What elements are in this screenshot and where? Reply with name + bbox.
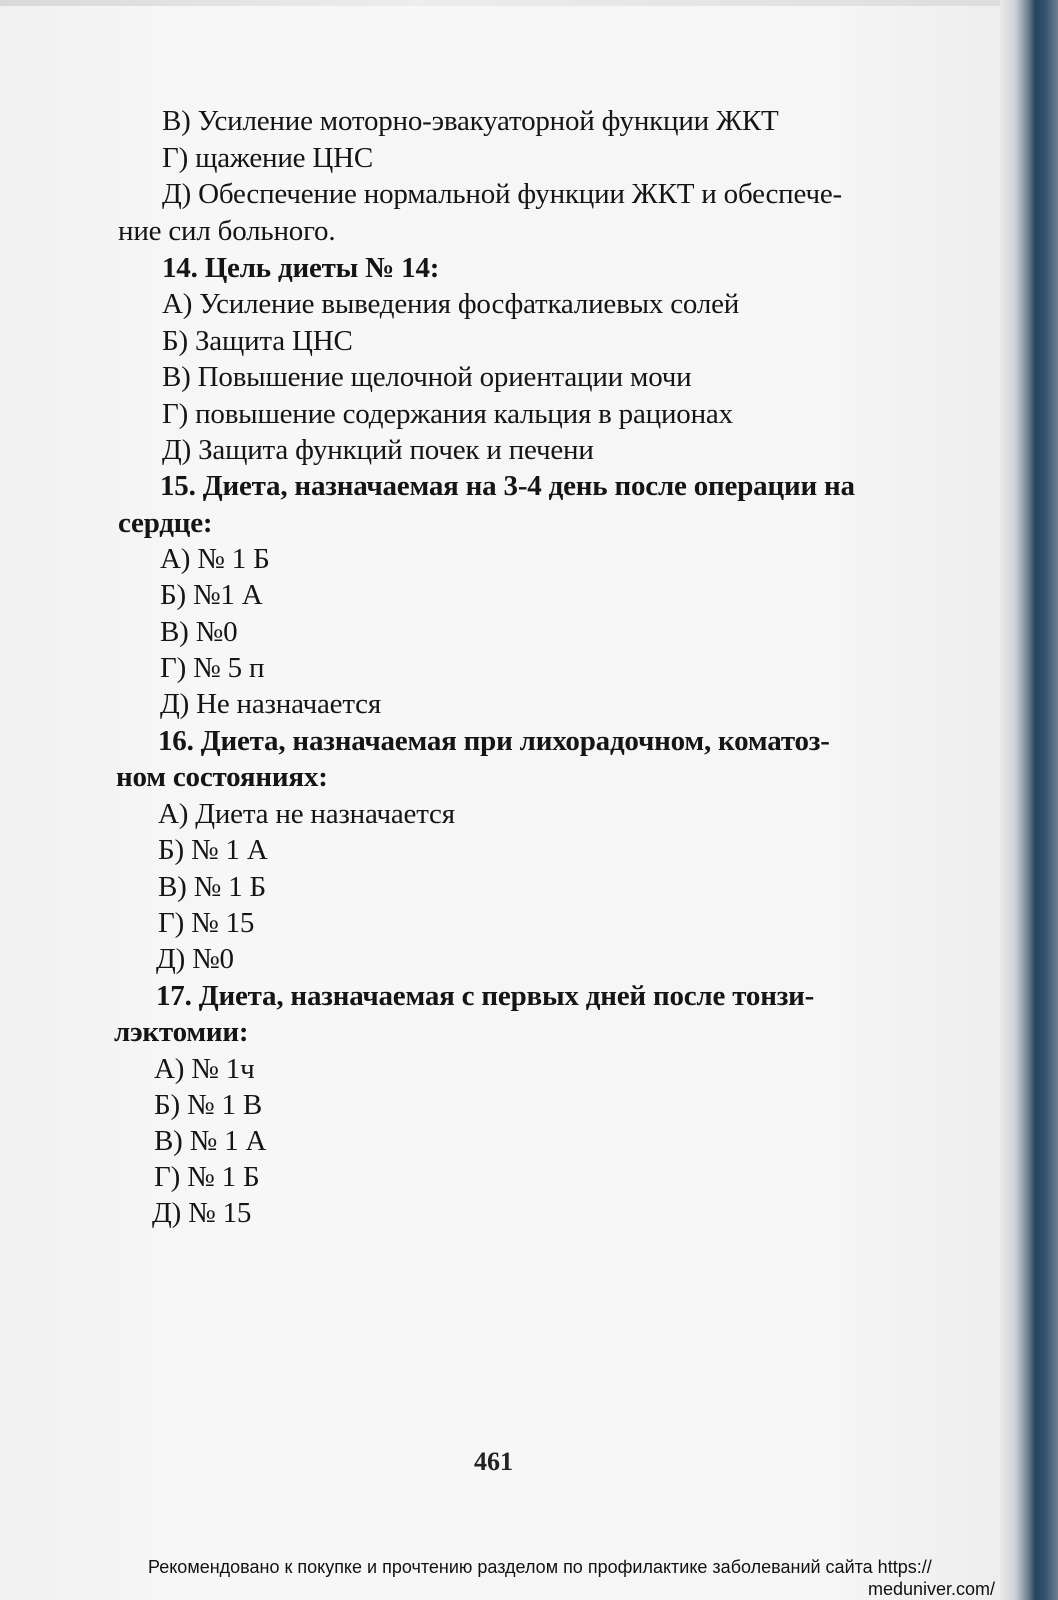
answer-option: Б) № 1 А	[158, 834, 268, 866]
answer-option: А) № 1ч	[154, 1053, 255, 1085]
answer-option: Г) № 1 Б	[154, 1161, 260, 1193]
book-edge	[1000, 0, 1058, 1600]
question-heading: сердце:	[118, 507, 213, 539]
question-heading: 15. Диета, назначаемая на 3-4 день после операции на	[160, 470, 855, 502]
text-line: ние сил больного.	[118, 215, 336, 247]
footer-line-2[interactable]: meduniver.com/	[868, 1579, 996, 1599]
text-line: Д) Обеспечение нормальной функции ЖКТ и обеспече-	[162, 178, 842, 210]
page-number: 461	[474, 1447, 513, 1476]
answer-option: Д) Не назначается	[160, 688, 381, 720]
answer-option: В) № 1 А	[154, 1125, 267, 1157]
answer-option: А) № 1 Б	[160, 543, 270, 575]
answer-option: Б) №1 А	[160, 579, 263, 611]
answer-option: Г) № 5 п	[160, 652, 265, 684]
question-heading: 14. Цель диеты № 14:	[162, 252, 440, 284]
answer-option: Д) Защита функций почек и печени	[162, 434, 594, 466]
answer-option: В) №0	[160, 616, 238, 648]
text-line: Г) щажение ЦНС	[162, 142, 373, 174]
answer-option: Б) № 1 В	[154, 1089, 262, 1121]
answer-option: В) Повышение щелочной ориентации мочи	[162, 361, 692, 393]
text-line: В) Усиление моторно-эвакуаторной функции ЖКТ	[162, 105, 779, 137]
answer-option: Д) № 15	[152, 1197, 252, 1229]
answer-option: Г) № 15	[158, 907, 255, 939]
answer-option: Д) №0	[156, 943, 234, 975]
answer-option: В) № 1 Б	[158, 871, 266, 903]
answer-option: А) Усиление выведения фосфаткалиевых солей	[162, 288, 740, 320]
answer-option: Б) Защита ЦНС	[162, 325, 353, 357]
question-heading: лэктомии:	[114, 1016, 249, 1048]
answer-option: Г) повышение содержания кальция в рационах	[162, 398, 733, 430]
question-heading: 17. Диета, назначаемая с первых дней после тонзи-	[156, 980, 815, 1012]
answer-option: А) Диета не назначается	[158, 798, 455, 830]
footer-line-1: Рекомендовано к покупке и прочтению разделом по профилактике заболеваний сайта https://	[148, 1557, 932, 1577]
question-heading: 16. Диета, назначаемая при лихорадочном, коматоз-	[158, 725, 830, 757]
question-heading: ном состояниях:	[116, 761, 328, 793]
